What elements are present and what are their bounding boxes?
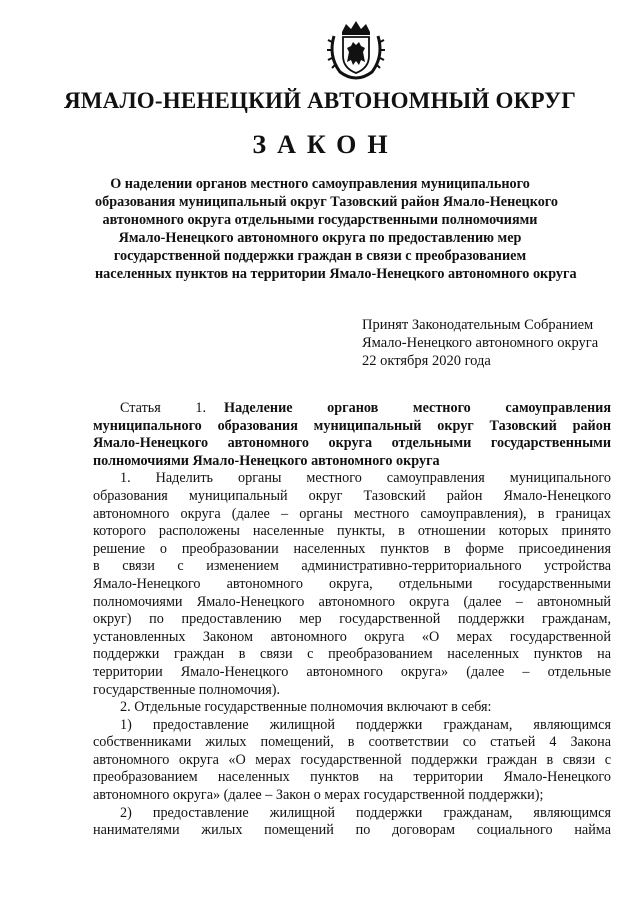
adoption-line: Ямало-Ненецкого автономного округа bbox=[362, 335, 599, 351]
body-line: полномочиями Ямало-Ненецкого автономного округа (далее – автономный bbox=[93, 593, 611, 610]
body-line: 2. Отдельные государственные полномочия включают в себя: bbox=[120, 699, 492, 716]
article-label: Статья 1. bbox=[120, 400, 207, 416]
law-title bbox=[95, 175, 577, 283]
body-line: нанимателями жилых помещений по договорам социального найма bbox=[93, 822, 611, 839]
article-heading-first: Наделение органов местного самоуправления bbox=[224, 400, 611, 416]
body-line: государственные полномочия). bbox=[93, 681, 281, 698]
article-heading-line: Ямало-Ненецкого автономного округа отдельными государственными bbox=[93, 435, 611, 452]
adoption-line: Принят Законодательным Собранием bbox=[362, 317, 594, 333]
coat-of-arms-emblem bbox=[326, 18, 386, 80]
body-line: образования муниципальный округ Тазовский район Ямало-Ненецкого bbox=[93, 487, 611, 504]
body-line: собственниками жилых помещений, в соответствии со статьей 4 Закона bbox=[93, 734, 611, 751]
title-line: государственной поддержки граждан в связи с преобразованием bbox=[113, 248, 527, 264]
body-line: автономного округа (далее – органы местного самоуправления), в границах bbox=[93, 505, 611, 522]
body-line: 1) предоставление жилищной поддержки гражданам, являющимся bbox=[120, 716, 611, 733]
body-line: решение о преобразовании населенных пунктов в форме присоединения bbox=[93, 540, 611, 557]
body-line: которого расположены населенные пункты, в отношении которых принято bbox=[93, 523, 611, 540]
title-line: автономного округа отдельными государственными полномочиями bbox=[102, 212, 538, 228]
adoption-block bbox=[362, 316, 598, 370]
body-line: территории Ямало-Ненецкого автономного округа» (далее – отдельные bbox=[93, 663, 611, 680]
body-line: установленных Законом автономного округа «О мерах государственной bbox=[93, 628, 611, 645]
title-line: О наделении органов местного самоуправления муниципального bbox=[110, 176, 530, 192]
article-heading-line: полномочиями Ямало-Ненецкого автономного округа bbox=[93, 452, 440, 469]
document-type: ЗАКОН bbox=[252, 130, 399, 159]
title-line: образования муниципальный округ Тазовский район Ямало-Ненецкого bbox=[95, 194, 558, 210]
body-line: преобразованием населенных пунктов на территории Ямало-Ненецкого bbox=[93, 769, 611, 786]
article-heading bbox=[93, 400, 611, 418]
law-body bbox=[93, 400, 611, 840]
title-line: Ямало-Ненецкого автономного округа по предоставлению мер bbox=[118, 230, 522, 246]
body-line: в связи с изменением административно-территориального устройства bbox=[93, 558, 611, 575]
title-line: населенных пунктов на территории Ямало-Ненецкого автономного округа bbox=[95, 266, 577, 282]
body-line: поддержки граждан в связи с преобразованием населенных пунктов на bbox=[93, 646, 611, 663]
adoption-date: 22 октября 2020 года bbox=[362, 353, 491, 369]
body-line: 1. Наделить органы местного самоуправления муниципального bbox=[120, 470, 611, 487]
body-line: 2) предоставление жилищной поддержки гражданам, являющимся bbox=[120, 804, 611, 821]
region-name: ЯМАЛО-НЕНЕЦКИЙ АВТОНОМНЫЙ ОКРУГ bbox=[63, 88, 577, 113]
body-line: автономного округа «О мерах государственной поддержки граждан в связи с bbox=[93, 751, 611, 768]
body-line: автономного округа» (далее – Закон о мерах государственной поддержки); bbox=[93, 787, 544, 804]
body-line: Ямало-Ненецкого автономного округа, отдельными государственными bbox=[93, 575, 611, 592]
body-line: округ) по предоставлению мер государственной поддержки гражданам, bbox=[93, 611, 611, 628]
article-heading-line: муниципального образования муниципальный округ Тазовский район bbox=[93, 417, 611, 434]
